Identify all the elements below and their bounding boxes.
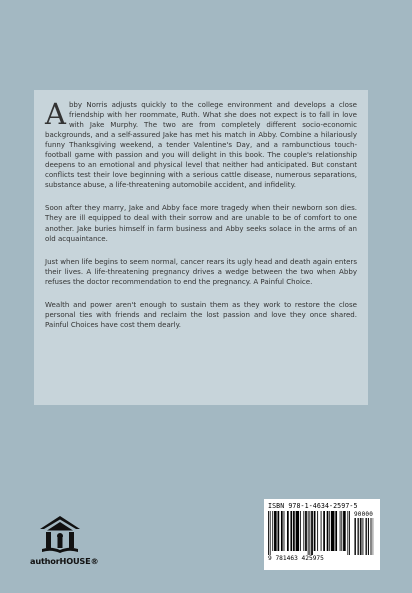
blurb-panel — [34, 90, 368, 405]
barcode-digits: 9 781463 425975 — [268, 555, 324, 562]
blurb-paragraph-1 — [45, 97, 357, 190]
price-code: 90000 — [354, 511, 374, 518]
price-code-block — [354, 511, 376, 555]
ean-barcode-bars — [268, 511, 350, 555]
barcode-box — [264, 499, 380, 570]
blurb-paragraph-4: Wealth and power aren't enough to sustain them as they work to restore the close personal ties with friends and reclaim the lost passion and love they once shared. Painful Choices have cost them dearly. — [45, 299, 357, 329]
blurb-paragraph-2: Soon after they marry, Jake and Abby face more tragedy when their newborn son dies. They are ill equipped to deal with their sorrow and are unable to be of comfort to one another. Jake buries himself in farm business and Abby seeks solace in the arms of an old acquaintance. — [45, 203, 357, 243]
publisher-name: authorHOUSE® — [30, 556, 99, 566]
blurb-paragraph-3: Just when life begins to seem normal, cancer rears its ugly head and death again enters their lives. A life-threatening pregnancy drives a wedge between the two when Abby refuses the doctor recommendation to end the pregnancy. A Painful Choice. — [45, 256, 357, 286]
blurb-paragraph-1-text: bby Norris adjusts quickly to the college environment and develops a close friendship with her roommate, Ruth. What she does not expect is to fall in love with Jake Murphy. The two are from completely different socio-economic backgrounds, and a self-assured Jake has met his match in Abby. Combine a hilariously funny Thanksgiving weekend, a tender Valentine's Day, and a rambunctious touch-football game with passion and you will delight in this book. The couple's relationship deepens to an emotional and physical level that neither had anticipated. But constant conflicts test their love beginning with a serious cattle disease, numerous separations, substance abuse, a life-threatening automobile accident, and infidelity. — [45, 100, 357, 190]
isbn-label: ISBN 978-1-4634-2597-5 — [268, 502, 358, 510]
publisher-logo — [30, 516, 99, 566]
price-code-bars — [354, 518, 376, 555]
house-book-logo-icon — [40, 516, 80, 554]
drop-cap-letter: A — [45, 97, 66, 131]
